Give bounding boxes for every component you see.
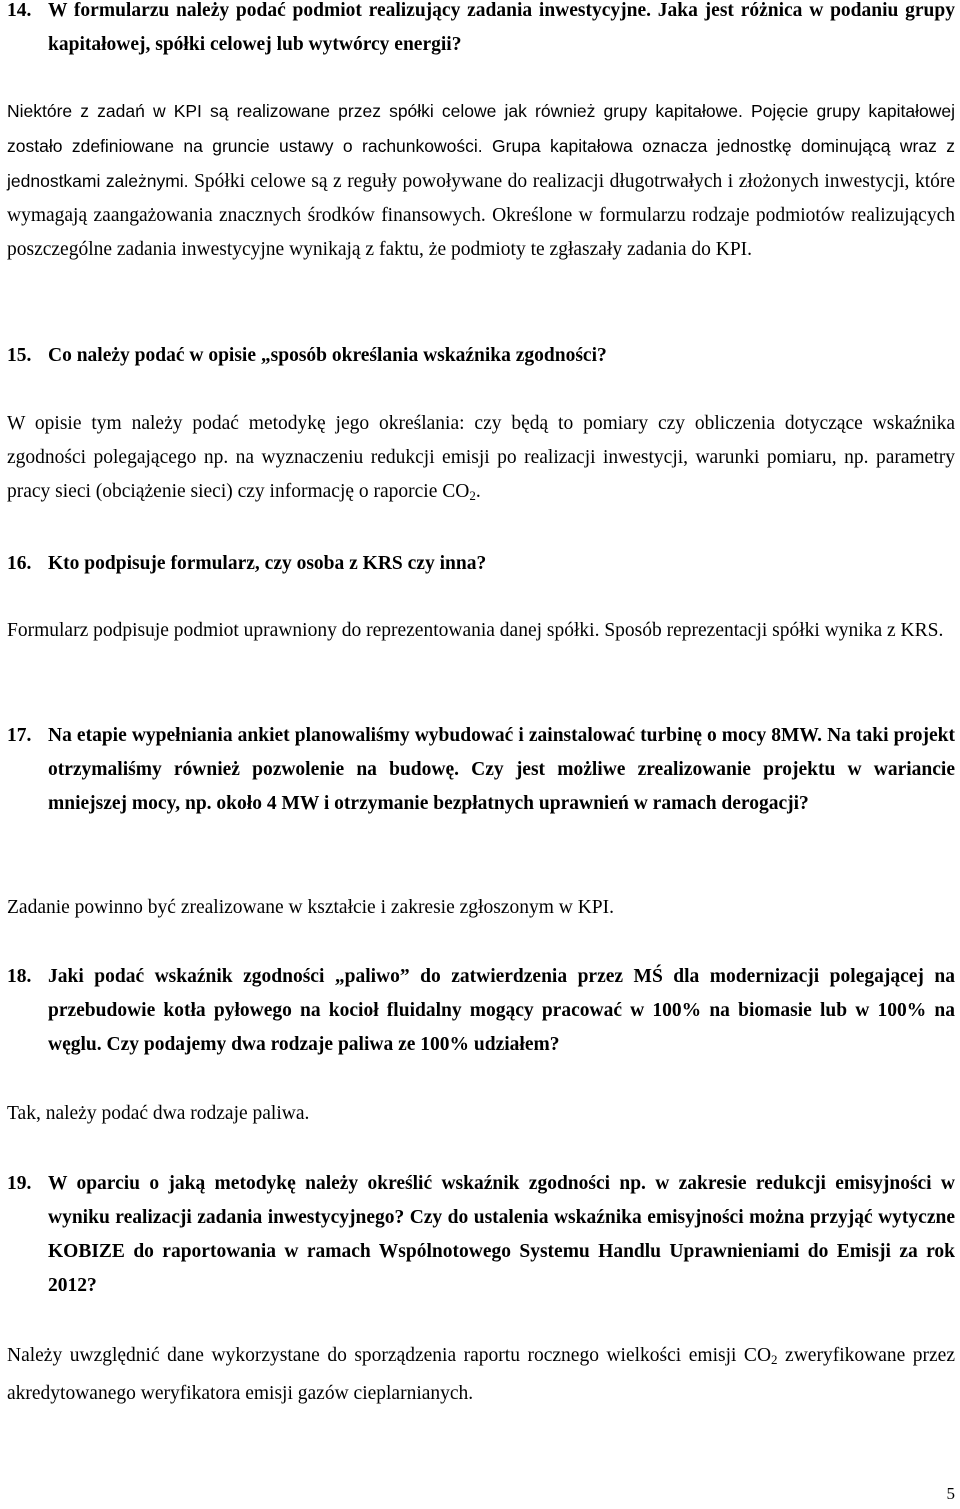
- answer-text-part1: Niektóre z zadań w KPI są realizowane przez spółki celowe jak również grupy kapitałowe. Pojęcie grupy kapitałowej zostało zdefiniowane na gruncie ustawy o rachunkowości. Grupa kapitałowa oznacza jednostkę dominującą wraz z jednostkami zależnymi.: [7, 101, 955, 191]
- answer-text: Zadanie powinno być zrealizowane w kształcie i zakresie zgłoszonym w KPI.: [7, 897, 614, 918]
- answer-text-part2: Spółki celowe są z reguły powoływane do realizacji długotrwałych i złożonych inwestycji, które wymagają zaangażowania znacznych środków finansowych. Określone w formularzu rodzaje podmiotów realizujących poszczególne zadania inwestycyjne wynikają z faktu, że podmioty te zgłaszały zadania do KPI.: [7, 171, 956, 260]
- question-text: Kto podpisuje formularz, czy osoba z KRS czy inna?: [48, 553, 487, 574]
- question-text: W oparciu o jaką metodykę należy określić wskaźnik zgodności np. w zakresie redukcji emisyjności w wyniku realizacji zadania inwestycyjnego? Czy do ustalenia wskaźnika emisyjności można przyjąć wytyczne KOBIZE do raportowania w ramach Wspólnotowego Systemu Handlu Uprawnieniami do Emisji za rok 2012?: [48, 1173, 955, 1296]
- question-17: [7, 719, 955, 821]
- question-number: 16.: [7, 553, 32, 574]
- answer-17: [7, 891, 955, 925]
- question-number: 14.: [7, 0, 32, 21]
- answer-text-end: .: [475, 481, 481, 502]
- question-18: [7, 960, 955, 1062]
- question-number: 15.: [7, 345, 32, 366]
- answer-text: Należy uwzględnić dane wykorzystane do sporządzenia raportu rocznego wielkości emisji CO: [7, 1345, 772, 1366]
- question-15: [7, 339, 955, 373]
- question-14: [7, 0, 955, 62]
- answer-text: Formularz podpisuje podmiot uprawniony do reprezentowania danej spółki. Sposób reprezentacji spółki wynika z KRS.: [7, 620, 944, 641]
- answer-text: Tak, należy podać dwa rodzaje paliwa.: [7, 1103, 310, 1124]
- question-number: 19.: [7, 1173, 32, 1194]
- answer-16: [7, 614, 955, 648]
- subscript: 2: [469, 488, 476, 503]
- page-number: 5: [946, 1484, 955, 1503]
- question-text: W formularzu należy podać podmiot realizujący zadania inwestycyjne. Jaka jest różnica w podaniu grupy kapitałowej, spółki celowej lub wytwórcy energii?: [48, 0, 955, 55]
- answer-14: [7, 94, 955, 267]
- answer-text: W opisie tym należy podać metodykę jego określania: czy będą to pomiary czy obliczenia dotyczące wskaźnika zgodności polegającego np. na wyznaczeniu redukcji emisji po realizacji inwestycji, warunki pomiaru, np. parametry pracy sieci (obciążenie sieci) czy informację o raporcie CO: [7, 413, 955, 502]
- question-19: [7, 1167, 955, 1303]
- answer-15: [7, 407, 955, 513]
- question-text: Na etapie wypełniania ankiet planowaliśmy wybudować i zainstalować turbinę o mocy 8MW. Na taki projekt otrzymaliśmy również pozwolenie na budowę. Czy jest możliwe zrealizowanie projektu w wariancie mniejszej mocy, np. około 4 MW i otrzymanie bezpłatnych uprawnień w ramach derogacji?: [48, 725, 955, 814]
- answer-19: [7, 1339, 955, 1411]
- question-number: 18.: [7, 966, 32, 987]
- question-number: 17.: [7, 725, 32, 746]
- subscript: 2: [771, 1352, 778, 1367]
- question-16: [7, 547, 955, 581]
- answer-18: [7, 1097, 955, 1131]
- question-text: Co należy podać w opisie „sposób określania wskaźnika zgodności?: [48, 345, 607, 366]
- question-text: Jaki podać wskaźnik zgodności „paliwo” do zatwierdzenia przez MŚ dla modernizacji polegającej na przebudowie kotła pyłowego na kocioł fluidalny mogący pracować w 100% na biomasie lub w 100% na węglu. Czy podajemy dwa rodzaje paliwa ze 100% udziałem?: [48, 966, 955, 1055]
- answer-text-end: zweryfikowane przez akredytowanego weryfikatora emisji gazów cieplarnianych.: [7, 1345, 955, 1404]
